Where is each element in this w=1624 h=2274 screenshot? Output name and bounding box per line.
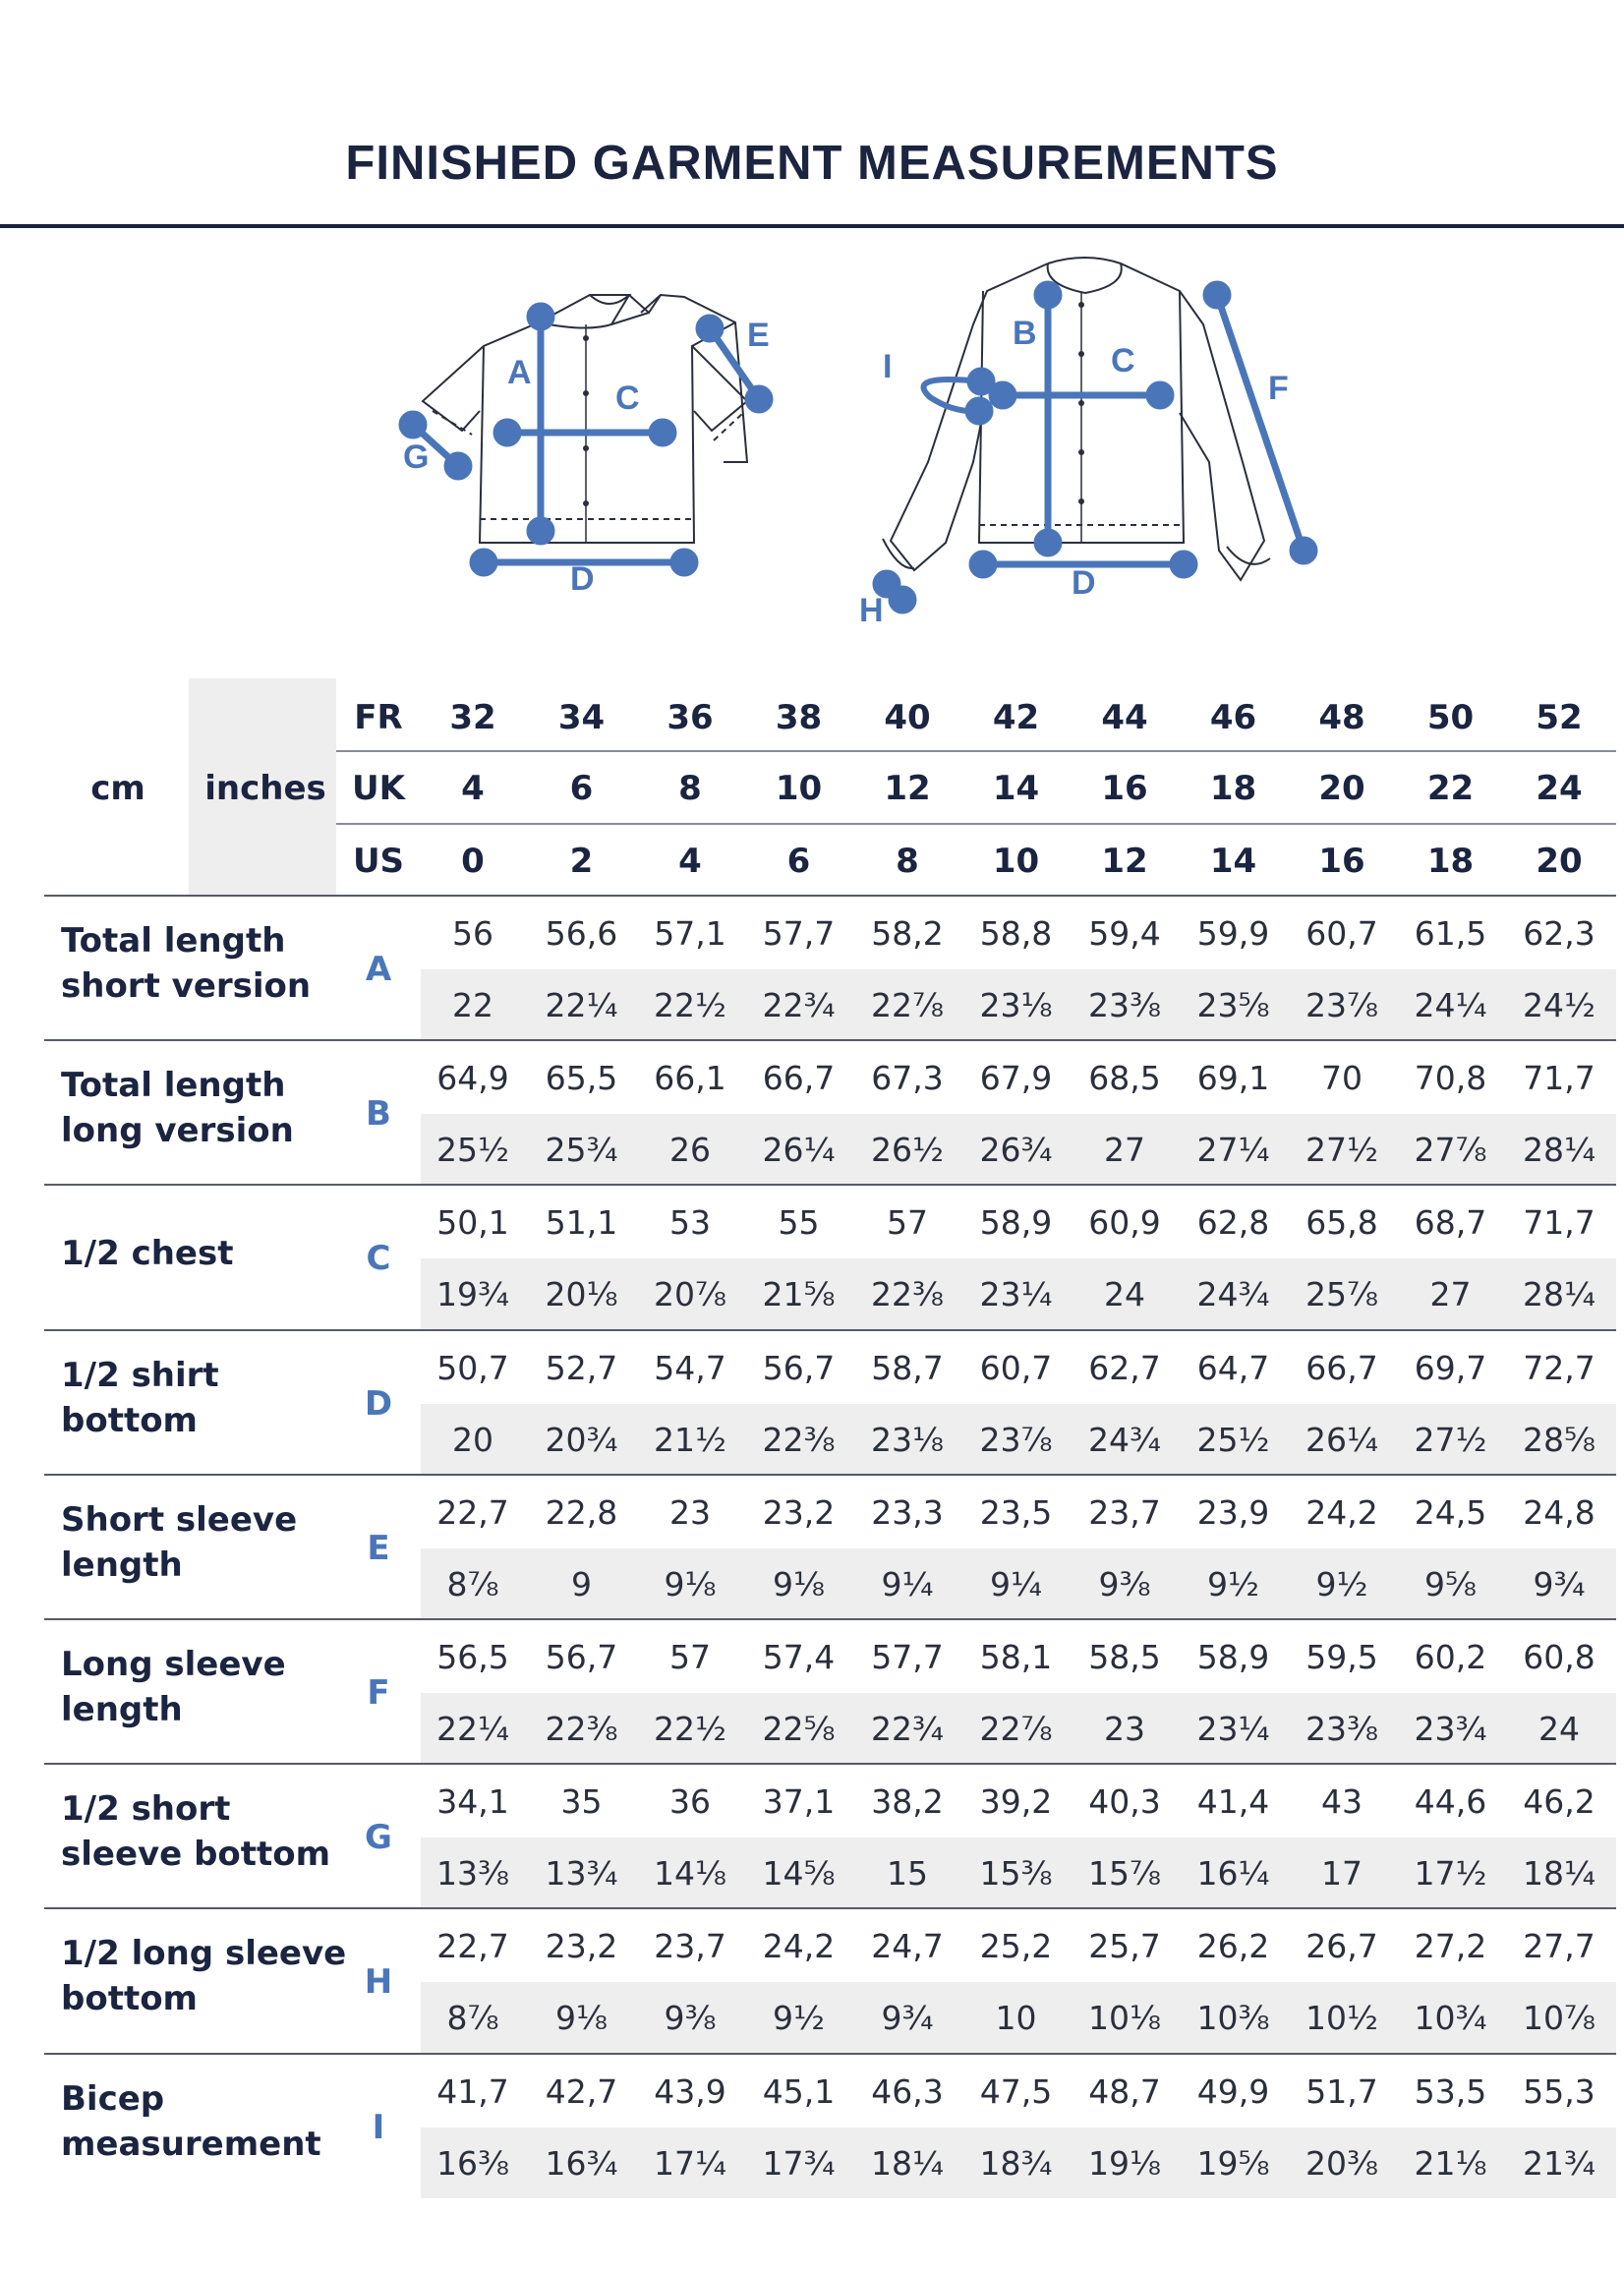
inch-value: 27¼ (1196, 1131, 1270, 1170)
inch-value: 22 (452, 986, 493, 1024)
cm-value: 68,5 (1088, 1059, 1161, 1098)
size-system-us: US (352, 842, 405, 881)
cm-value: 24,2 (762, 1927, 836, 1966)
cm-value: 42,7 (545, 2071, 618, 2111)
cm-value: 72,7 (1523, 1348, 1595, 1387)
inch-value: 10⅞ (1523, 1999, 1595, 2038)
cm-value: 37,1 (762, 1782, 836, 1822)
cm-value: 23,3 (871, 1492, 944, 1532)
cm-value: 57,7 (871, 1638, 944, 1676)
inch-value: 13⅜ (436, 1854, 509, 1894)
row-letter: E (367, 1528, 390, 1568)
inch-value: 19⅝ (1196, 2143, 1270, 2183)
inch-value: 9⅜ (1098, 1564, 1151, 1603)
cm-value: 48,7 (1088, 2071, 1161, 2111)
size-fr-32: 32 (449, 698, 496, 737)
inch-value: 25½ (1196, 1420, 1270, 1459)
cm-value: 51,1 (545, 1203, 618, 1243)
inch-value: 25¾ (545, 1131, 618, 1170)
inch-value: 23⅞ (979, 1420, 1053, 1459)
cm-value: 22,8 (545, 1492, 618, 1532)
row-divider (44, 1763, 1616, 1765)
cm-value: 66,7 (762, 1059, 836, 1098)
inch-value: 22¾ (871, 1710, 944, 1748)
size-us-12: 12 (1101, 842, 1148, 881)
inch-value: 21⅛ (1414, 2143, 1487, 2183)
size-uk-24: 24 (1536, 769, 1583, 808)
size-us-18: 18 (1426, 842, 1475, 881)
size-us-8: 8 (896, 842, 919, 881)
cm-value: 69,7 (1414, 1348, 1487, 1387)
inch-value: 22⅜ (762, 1420, 836, 1459)
size-fr-42: 42 (992, 698, 1040, 737)
inch-value: 20¾ (545, 1420, 618, 1459)
cm-value: 27,7 (1523, 1927, 1595, 1966)
cm-value: 56,7 (762, 1348, 836, 1387)
inch-value: 26¾ (979, 1131, 1053, 1170)
size-system-uk: UK (352, 769, 405, 808)
page-title: FINISHED GARMENT MEASUREMENTS (345, 137, 1279, 190)
cm-value: 64,9 (436, 1059, 509, 1098)
row-divider (44, 2053, 1616, 2055)
row-label: 1/2 short sleeve bottom (61, 1789, 331, 1875)
inch-value: 10¾ (1414, 1999, 1487, 2038)
cm-value: 60,7 (979, 1348, 1053, 1387)
inch-value: 18¼ (871, 2143, 944, 2183)
inch-value: 22¼ (436, 1710, 509, 1748)
row-letter: D (364, 1383, 393, 1424)
row-divider (44, 1618, 1616, 1620)
diagram-label-a: A (507, 354, 532, 391)
cm-value: 55,3 (1523, 2071, 1595, 2111)
size-fr-36: 36 (667, 698, 714, 737)
cm-value: 46,3 (871, 2071, 944, 2111)
inch-value: 17½ (1414, 1854, 1487, 1894)
size-uk-14: 14 (992, 769, 1040, 808)
inch-value: 24¼ (1414, 986, 1487, 1024)
cm-value: 58,9 (1196, 1638, 1270, 1676)
cm-value: 67,3 (871, 1059, 944, 1098)
inch-value: 27½ (1305, 1131, 1378, 1170)
row-letter: I (372, 2107, 385, 2147)
inch-value: 21¾ (1523, 2143, 1595, 2183)
inch-value: 22¾ (762, 986, 836, 1024)
cm-value: 26,2 (1196, 1927, 1270, 1966)
size-system-fr: FR (354, 698, 403, 737)
cm-value: 49,9 (1196, 2071, 1270, 2111)
inch-value: 22½ (654, 986, 726, 1024)
cm-value: 24,5 (1414, 1492, 1487, 1532)
diagram-label-e: E (747, 317, 770, 354)
inch-value: 27 (1104, 1131, 1145, 1170)
inch-value: 26¼ (1305, 1420, 1378, 1459)
inch-value: 26½ (871, 1131, 944, 1170)
cm-value: 58,8 (979, 914, 1053, 953)
size-us-2: 2 (569, 842, 594, 881)
size-fr-46: 46 (1209, 698, 1257, 737)
inch-value: 9⅛ (555, 1999, 608, 2038)
cm-value: 38,2 (871, 1782, 944, 1822)
size-fr-34: 34 (557, 698, 606, 737)
header-divider (336, 750, 1616, 752)
cm-value: 59,5 (1305, 1638, 1378, 1676)
cm-value: 56,5 (436, 1638, 509, 1676)
cm-value: 36 (669, 1782, 711, 1822)
cm-value: 57 (669, 1638, 711, 1676)
inches-header: inches (204, 769, 326, 808)
cm-value: 58,7 (871, 1348, 944, 1387)
inch-value: 24½ (1523, 986, 1595, 1024)
cm-value: 66,1 (654, 1059, 726, 1098)
inch-value: 23¼ (979, 1275, 1053, 1314)
cm-value: 56,7 (545, 1638, 618, 1676)
size-uk-4: 4 (461, 769, 485, 808)
cm-value: 60,9 (1088, 1203, 1161, 1243)
cm-value: 64,7 (1196, 1348, 1270, 1387)
inch-value: 10⅛ (1088, 1999, 1161, 2038)
cm-value: 59,9 (1196, 914, 1270, 953)
cm-value: 55 (778, 1203, 820, 1243)
inch-value: 28⅝ (1523, 1420, 1595, 1459)
diagram-label-b: B (1013, 315, 1037, 352)
row-letter: H (364, 1962, 393, 2003)
inch-value: 19⅛ (1088, 2143, 1161, 2183)
cm-value: 45,1 (762, 2071, 836, 2111)
inch-value: 13¾ (545, 1854, 618, 1894)
inch-value: 22⅞ (979, 1710, 1053, 1748)
inch-value: 27½ (1414, 1420, 1487, 1459)
size-uk-16: 16 (1101, 769, 1148, 808)
row-letter: B (366, 1094, 391, 1135)
cm-value: 46,2 (1523, 1782, 1595, 1822)
inch-value: 16¾ (545, 2143, 618, 2183)
cm-value: 52,7 (545, 1348, 618, 1387)
cm-value: 57,4 (762, 1638, 836, 1676)
cm-header: cm (90, 769, 145, 808)
cm-value: 71,7 (1523, 1059, 1595, 1098)
diagram-label-f: F (1268, 370, 1289, 407)
cm-value: 22,7 (436, 1927, 509, 1966)
inch-value: 14⅝ (762, 1854, 836, 1894)
inch-value: 21⅝ (762, 1275, 836, 1314)
cm-value: 27,2 (1414, 1927, 1487, 1966)
cm-value: 70 (1321, 1059, 1363, 1098)
inch-value: 27 (1429, 1275, 1472, 1314)
cm-value: 24,8 (1523, 1492, 1595, 1532)
inch-value: 23⅞ (1305, 986, 1378, 1024)
row-label: Total length long version (61, 1066, 294, 1151)
cm-value: 41,4 (1196, 1782, 1270, 1822)
inch-value: 9⅛ (773, 1564, 825, 1603)
inch-value: 19¾ (436, 1275, 509, 1314)
inch-value: 28¼ (1523, 1275, 1595, 1314)
inch-value: 27⅞ (1414, 1131, 1487, 1170)
cm-value: 41,7 (436, 2071, 509, 2111)
row-divider (44, 1329, 1616, 1331)
inch-value: 26 (669, 1131, 711, 1170)
row-label: Long sleeve length (61, 1645, 286, 1729)
inch-value: 28¼ (1523, 1131, 1595, 1170)
diagram-label-i: I (883, 348, 893, 385)
row-letter: C (366, 1239, 391, 1279)
inch-value: 25⅞ (1305, 1275, 1378, 1314)
inch-value: 15 (887, 1854, 928, 1894)
inch-value: 18¾ (979, 2143, 1053, 2183)
diagram-label-h: H (859, 592, 884, 629)
cm-value: 68,7 (1414, 1203, 1487, 1243)
cm-value: 24,7 (871, 1927, 944, 1966)
size-fr-50: 50 (1426, 698, 1475, 737)
inch-value: 15⅞ (1088, 1854, 1161, 1894)
inch-value: 8⅞ (446, 1999, 499, 2038)
inch-value: 24 (1104, 1275, 1145, 1314)
header-bottom-rule (44, 895, 1616, 897)
cm-value: 58,9 (979, 1203, 1053, 1243)
cm-value: 23,9 (1196, 1492, 1270, 1532)
diagram-label-d: D (1072, 564, 1096, 602)
inch-value: 23⅜ (1305, 1710, 1378, 1748)
inch-value: 22⅞ (871, 986, 944, 1024)
row-label: 1/2 long sleeve bottom (61, 1934, 347, 2019)
size-fr-40: 40 (884, 698, 931, 737)
inch-value: 20⅜ (1305, 2143, 1378, 2183)
cm-value: 58,5 (1088, 1638, 1161, 1676)
inch-value: 9½ (1207, 1564, 1259, 1603)
size-uk-20: 20 (1318, 769, 1365, 808)
size-fr-44: 44 (1101, 698, 1148, 737)
cm-value: 23,7 (1088, 1492, 1161, 1532)
cm-value: 24,2 (1305, 1492, 1378, 1532)
inch-value: 17¼ (654, 2143, 726, 2183)
diagram-label-d: D (570, 560, 595, 598)
cm-value: 43 (1321, 1782, 1363, 1822)
size-fr-48: 48 (1318, 698, 1365, 737)
inch-value: 18¼ (1523, 1854, 1595, 1894)
inch-value: 8⅞ (446, 1564, 499, 1603)
cm-value: 25,2 (979, 1927, 1053, 1966)
inch-value: 23 (1104, 1710, 1145, 1748)
inch-value: 16¼ (1196, 1854, 1270, 1894)
cm-value: 62,7 (1088, 1348, 1161, 1387)
inch-value: 23⅛ (871, 1420, 944, 1459)
inch-value: 20⅛ (545, 1275, 618, 1314)
inch-value: 9⅛ (664, 1564, 717, 1603)
inch-value: 9½ (1315, 1564, 1368, 1603)
row-label: 1/2 chest (61, 1234, 234, 1274)
inch-value: 9⅝ (1424, 1564, 1477, 1603)
inch-value: 10½ (1305, 1999, 1378, 2038)
inch-value: 16⅜ (436, 2143, 509, 2183)
size-uk-12: 12 (884, 769, 931, 808)
cm-value: 57 (887, 1203, 928, 1243)
row-label: Short sleeve length (61, 1499, 298, 1585)
inch-value: 20⅞ (654, 1275, 726, 1314)
row-letter: G (365, 1818, 392, 1858)
size-uk-18: 18 (1209, 769, 1257, 808)
cm-value: 34,1 (436, 1782, 509, 1822)
cm-value: 57,1 (654, 914, 726, 953)
cm-value: 70,8 (1414, 1059, 1487, 1098)
inch-value: 24¾ (1088, 1420, 1161, 1459)
diagram-label-c: C (615, 379, 640, 417)
inch-value: 21½ (654, 1420, 726, 1459)
inch-value: 23⅜ (1088, 986, 1161, 1024)
cm-value: 23,7 (654, 1927, 726, 1966)
cm-value: 44,6 (1414, 1782, 1487, 1822)
inch-value: 9⅜ (664, 1999, 717, 2038)
inch-value: 24 (1538, 1710, 1580, 1748)
cm-value: 23,2 (762, 1492, 836, 1532)
size-us-0: 0 (461, 842, 485, 881)
inch-value: 9¾ (881, 1999, 934, 2038)
row-label: Bicep measurement (61, 2078, 321, 2164)
size-fr-52: 52 (1536, 698, 1583, 737)
inch-value: 23⅝ (1196, 986, 1270, 1024)
size-us-4: 4 (678, 842, 702, 881)
size-us-6: 6 (786, 842, 811, 881)
inch-value: 15⅜ (979, 1854, 1053, 1894)
row-divider (44, 1474, 1616, 1476)
size-uk-10: 10 (775, 769, 823, 808)
inch-value: 22⅜ (871, 1275, 944, 1314)
header-divider (336, 823, 1616, 825)
inch-value: 23¾ (1414, 1710, 1487, 1748)
inch-value: 22⅜ (545, 1710, 618, 1748)
cm-value: 65,5 (545, 1059, 618, 1098)
size-us-14: 14 (1209, 842, 1257, 881)
size-uk-6: 6 (569, 769, 594, 808)
cm-value: 47,5 (979, 2071, 1053, 2111)
cm-value: 71,7 (1523, 1203, 1595, 1243)
row-letter: F (367, 1673, 390, 1713)
size-fr-38: 38 (775, 698, 823, 737)
row-label: 1/2 shirt bottom (61, 1355, 219, 1440)
cm-value: 39,2 (979, 1782, 1053, 1822)
cm-value: 53,5 (1414, 2071, 1487, 2111)
inch-value: 9¼ (881, 1564, 934, 1603)
cm-value: 56 (452, 914, 493, 953)
size-us-10: 10 (992, 842, 1040, 881)
inch-value: 17¾ (762, 2143, 836, 2183)
row-divider (44, 1184, 1616, 1186)
inch-value: 9¼ (990, 1564, 1042, 1603)
cm-value: 43,9 (654, 2071, 726, 2111)
cm-value: 25,7 (1088, 1927, 1161, 1966)
cm-value: 40,3 (1088, 1782, 1161, 1822)
row-divider (44, 1907, 1616, 1909)
cm-value: 54,7 (654, 1348, 726, 1387)
cm-value: 56,6 (545, 914, 618, 953)
cm-value: 22,7 (436, 1492, 509, 1532)
row-divider (44, 1039, 1616, 1041)
cm-value: 62,8 (1196, 1203, 1270, 1243)
cm-value: 23,5 (979, 1492, 1053, 1532)
cm-value: 53 (669, 1203, 711, 1243)
cm-value: 35 (560, 1782, 603, 1822)
inch-value: 26¼ (762, 1131, 836, 1170)
inch-value: 10 (995, 1999, 1037, 2038)
cm-value: 51,7 (1305, 2071, 1378, 2111)
size-us-20: 20 (1536, 842, 1583, 881)
cm-value: 65,8 (1305, 1203, 1378, 1243)
size-uk-8: 8 (678, 769, 702, 808)
inch-value: 9½ (773, 1999, 825, 2038)
diagram-label-c: C (1111, 342, 1135, 379)
inch-value: 20 (452, 1420, 493, 1459)
row-letter: A (365, 950, 392, 989)
cm-value: 60,8 (1523, 1638, 1595, 1676)
cm-value: 26,7 (1305, 1927, 1378, 1966)
inch-value: 22½ (654, 1710, 726, 1748)
cm-value: 57,7 (762, 914, 836, 953)
cm-value: 61,5 (1414, 914, 1487, 953)
cm-value: 62,3 (1523, 914, 1595, 953)
size-us-16: 16 (1318, 842, 1365, 881)
row-label: Total length short version (61, 921, 312, 1006)
cm-value: 58,1 (979, 1638, 1053, 1676)
cm-value: 50,1 (436, 1203, 509, 1243)
inch-value: 25½ (436, 1131, 509, 1170)
cm-value: 69,1 (1196, 1059, 1270, 1098)
inch-value: 23¼ (1196, 1710, 1270, 1748)
size-uk-22: 22 (1426, 769, 1475, 808)
inch-value: 22¼ (545, 986, 618, 1024)
cm-value: 58,2 (871, 914, 944, 953)
inch-value: 10⅜ (1196, 1999, 1270, 2038)
cm-value: 59,4 (1088, 914, 1161, 953)
inch-value: 22⅝ (762, 1710, 836, 1748)
inch-value: 24¾ (1196, 1275, 1270, 1314)
cm-value: 23,2 (545, 1927, 618, 1966)
cm-value: 66,7 (1305, 1348, 1378, 1387)
inch-value: 14⅛ (654, 1854, 726, 1894)
inch-value: 17 (1321, 1854, 1363, 1894)
inch-value: 23⅛ (979, 986, 1053, 1024)
inch-value: 9¾ (1533, 1564, 1586, 1603)
cm-value: 23 (669, 1492, 711, 1532)
cm-value: 60,2 (1414, 1638, 1487, 1676)
inch-value: 9 (571, 1564, 592, 1603)
diagram-label-g: G (403, 438, 430, 476)
cm-value: 50,7 (436, 1348, 509, 1387)
cm-value: 60,7 (1305, 914, 1378, 953)
cm-value: 67,9 (979, 1059, 1053, 1098)
